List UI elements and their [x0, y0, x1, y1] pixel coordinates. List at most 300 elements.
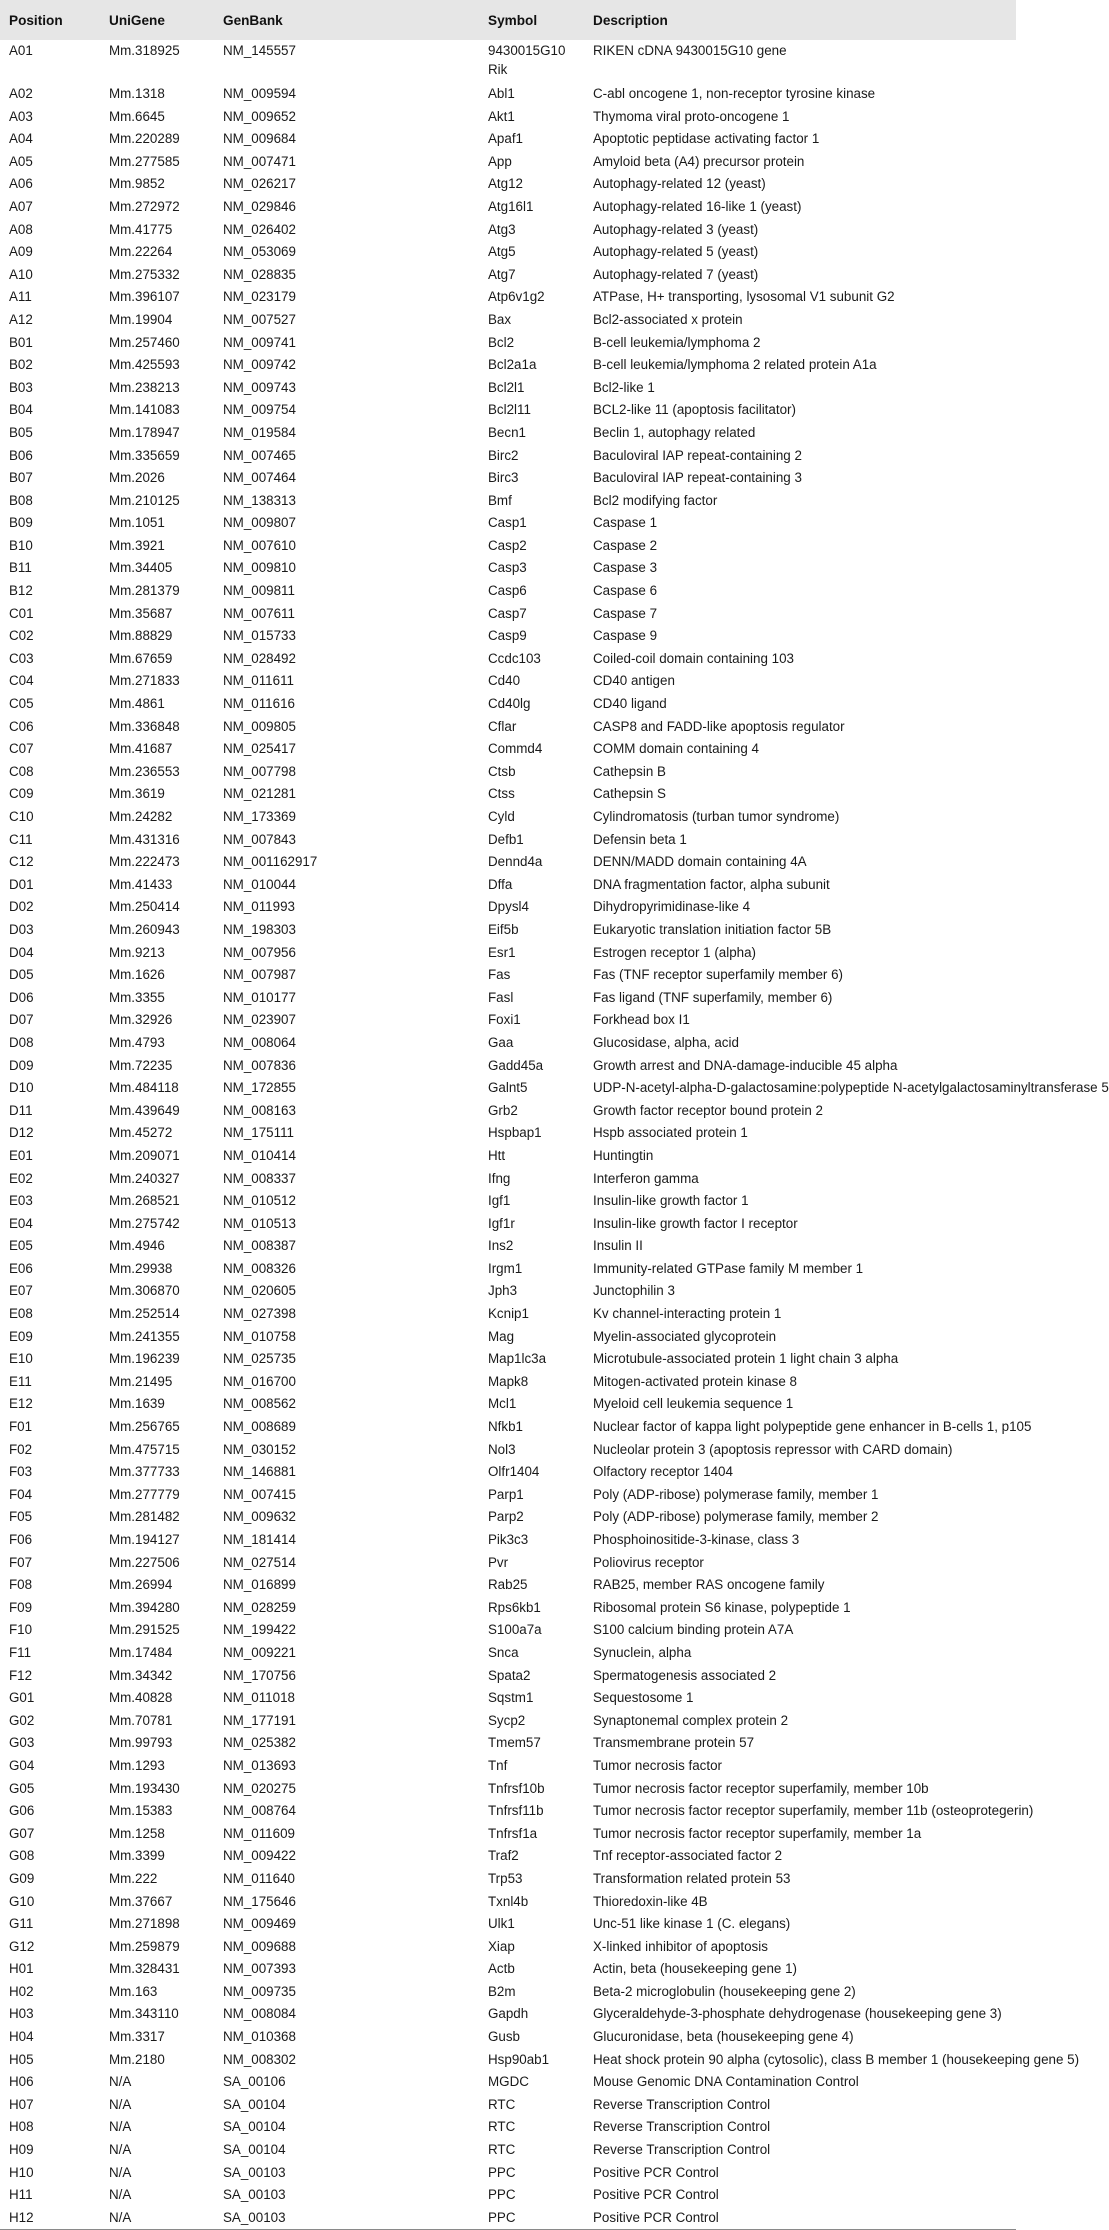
description-text: Positive PCR Control: [593, 2209, 719, 2225]
cell-genbank: [214, 1258, 479, 1281]
cell-genbank: [214, 2071, 479, 2094]
cell-description: [584, 1168, 1016, 1191]
cell-genbank: [214, 1529, 479, 1552]
cell-position: [0, 1009, 100, 1032]
description-text: Kv channel-interacting protein 1: [593, 1306, 782, 1322]
cell-genbank: [214, 1077, 479, 1100]
symbol-text: Birc2: [488, 447, 519, 463]
cell-description: [584, 173, 1016, 196]
unigene-text: Mm.194127: [109, 1532, 180, 1547]
header-unigene-label: UniGene: [109, 12, 165, 28]
cell-symbol: [479, 173, 584, 196]
genbank-text: NM_009807: [223, 515, 296, 531]
cell-position: [0, 1958, 100, 1981]
position-text: A08: [9, 221, 33, 237]
cell-position: [0, 896, 100, 919]
unigene-text: Mm.259879: [109, 1938, 180, 1954]
description-text: Myelin-associated glycoprotein: [593, 1328, 777, 1344]
cell-symbol: [479, 693, 584, 716]
symbol-text: Spata2: [488, 1667, 531, 1683]
cell-description: [584, 1326, 1016, 1349]
description-text: Thioredoxin-like 4B: [593, 1893, 708, 1909]
cell-genbank: [214, 919, 479, 942]
cell-unigene: [100, 1348, 214, 1371]
table-row: [0, 241, 1016, 264]
unigene-text: Mm.222473: [109, 854, 180, 870]
genbank-text: NM_009754: [223, 402, 296, 418]
cell-genbank: [214, 40, 479, 83]
unigene-text: Mm.238213: [109, 379, 180, 395]
unigene-text: Mm.275332: [109, 266, 180, 282]
cell-genbank: [214, 490, 479, 513]
genbank-text: NM_021281: [223, 786, 296, 802]
description-text: B-cell leukemia/lymphoma 2 related protein A1a: [593, 357, 877, 373]
symbol-text: Cd40lg: [488, 696, 531, 712]
table-row: [0, 964, 1016, 987]
header-description-label: Description: [593, 12, 668, 28]
genbank-text: NM_028835: [223, 266, 296, 282]
cell-position: [0, 693, 100, 716]
cell-unigene: [100, 1552, 214, 1575]
position-text: H09: [9, 2142, 34, 2158]
cell-description: [584, 354, 1016, 377]
position-text: H12: [9, 2209, 34, 2225]
cell-position: [0, 1439, 100, 1462]
table-row: [0, 286, 1016, 309]
unigene-text: Mm.240327: [109, 1170, 180, 1186]
genbank-text: NM_007836: [223, 1057, 296, 1073]
cell-position: [0, 964, 100, 987]
position-text: F12: [9, 1667, 33, 1683]
table-row: [0, 1891, 1016, 1914]
cell-position: [0, 467, 100, 490]
cell-position: [0, 670, 100, 693]
cell-symbol: [479, 445, 584, 468]
cell-description: [584, 1823, 1016, 1846]
table-row: [0, 942, 1016, 965]
position-text: D04: [9, 944, 34, 960]
symbol-text: Casp7: [488, 605, 527, 621]
symbol-text: S100a7a: [488, 1622, 542, 1638]
cell-symbol: [479, 1393, 584, 1416]
position-text: D01: [9, 876, 34, 892]
cell-symbol: [479, 83, 584, 106]
cell-symbol: [479, 603, 584, 626]
cell-unigene: [100, 1755, 214, 1778]
position-text: A12: [9, 311, 33, 327]
cell-genbank: [214, 829, 479, 852]
position-text: D10: [9, 1080, 34, 1096]
position-text: G02: [9, 1712, 35, 1728]
symbol-text: Mapk8: [488, 1373, 529, 1389]
symbol-text: Tnfrsf11b: [488, 1803, 544, 1819]
cell-symbol: [479, 1258, 584, 1281]
table-row: [0, 1710, 1016, 1733]
cell-unigene: [100, 942, 214, 965]
cell-unigene: [100, 2094, 214, 2117]
cell-symbol: [479, 2207, 584, 2230]
description-text: Dihydropyrimidinase-like 4: [593, 899, 751, 915]
cell-symbol: [479, 512, 584, 535]
genbank-text: NM_010758: [223, 1328, 296, 1344]
cell-description: [584, 241, 1016, 264]
table-row: [0, 896, 1016, 919]
cell-unigene: [100, 377, 214, 400]
cell-unigene: [100, 2139, 214, 2162]
table-row: [0, 1484, 1016, 1507]
genbank-text: NM_011640: [223, 1870, 295, 1886]
unigene-text: Mm.277779: [109, 1486, 180, 1502]
position-text: E02: [9, 1170, 33, 1186]
unigene-text: Mm.1258: [109, 1825, 165, 1841]
description-text: COMM domain containing 4: [593, 741, 759, 757]
cell-position: [0, 1665, 100, 1688]
cell-symbol: [479, 1168, 584, 1191]
cell-description: [584, 1800, 1034, 1823]
cell-genbank: [214, 422, 479, 445]
description-text: Growth factor receptor bound protein 2: [593, 1102, 824, 1118]
table-row: [0, 2049, 1016, 2072]
position-text: C02: [9, 628, 34, 644]
position-text: H02: [9, 1983, 34, 1999]
unigene-text: Mm.272972: [109, 198, 180, 214]
cell-position: [0, 264, 100, 287]
position-text: D06: [9, 989, 34, 1005]
position-text: F02: [9, 1441, 33, 1457]
cell-unigene: [100, 2184, 214, 2207]
cell-description: [584, 648, 1016, 671]
cell-genbank: [214, 1619, 479, 1642]
cell-symbol: [479, 422, 584, 445]
description-text: Caspase 7: [593, 605, 658, 621]
cell-genbank: [214, 1100, 479, 1123]
genbank-text: NM_007798: [223, 763, 296, 779]
symbol-text: Xiap: [488, 1938, 515, 1954]
cell-symbol: [479, 783, 584, 806]
cell-unigene: [100, 151, 214, 174]
cell-position: [0, 2162, 100, 2185]
cell-position: [0, 1326, 100, 1349]
symbol-text: Map1lc3a: [488, 1351, 547, 1367]
symbol-text: Tnfrsf1a: [488, 1825, 538, 1841]
cell-unigene: [100, 512, 214, 535]
position-text: C11: [9, 831, 33, 847]
genbank-text: NM_025735: [223, 1351, 296, 1367]
symbol-text: Parp1: [488, 1486, 524, 1502]
description-text: Autophagy-related 5 (yeast): [593, 244, 759, 260]
cell-symbol: [479, 738, 584, 761]
cell-genbank: [214, 309, 479, 332]
position-text: H03: [9, 2006, 34, 2022]
table-row: [0, 1800, 1016, 1823]
cell-genbank: [214, 1506, 479, 1529]
unigene-text: Mm.281482: [109, 1509, 180, 1525]
position-text: B05: [9, 424, 33, 440]
cell-genbank: [214, 1845, 479, 1868]
symbol-text: Hsp90ab1: [488, 2051, 550, 2067]
cell-symbol: [479, 535, 584, 558]
description-text: Baculoviral IAP repeat-containing 2: [593, 447, 802, 463]
cell-symbol: [479, 1936, 584, 1959]
genbank-text: NM_008689: [223, 1419, 296, 1435]
table-row: [0, 128, 1016, 151]
cell-description: [584, 1710, 1016, 1733]
cell-unigene: [100, 309, 214, 332]
symbol-text: Dffa: [488, 876, 513, 892]
symbol-text: Foxi1: [488, 1012, 521, 1028]
description-text: Mouse Genomic DNA Contamination Control: [593, 2074, 859, 2090]
cell-position: [0, 1710, 100, 1733]
cell-symbol: [479, 241, 584, 264]
cell-genbank: [214, 964, 479, 987]
cell-unigene: [100, 1145, 214, 1168]
description-text: Poliovirus receptor: [593, 1554, 704, 1570]
cell-position: [0, 2207, 100, 2230]
cell-symbol: [479, 1845, 584, 1868]
cell-unigene: [100, 2116, 214, 2139]
cell-position: [0, 128, 100, 151]
cell-symbol: [479, 1665, 584, 1688]
cell-genbank: [214, 2184, 479, 2207]
cell-unigene: [100, 354, 214, 377]
cell-symbol: [479, 1077, 584, 1100]
cell-position: [0, 648, 100, 671]
description-text: Autophagy-related 12 (yeast): [593, 176, 766, 192]
cell-position: [0, 2116, 100, 2139]
genbank-text: NM_030152: [223, 1441, 296, 1457]
cell-unigene: [100, 1055, 214, 1078]
cell-description: [584, 1913, 1016, 1936]
position-text: B06: [9, 447, 33, 463]
unigene-text: Mm.15383: [109, 1803, 173, 1819]
table-row: [0, 2139, 1016, 2162]
unigene-text: N/A: [109, 2074, 132, 2090]
cell-genbank: [214, 1574, 479, 1597]
cell-description: [584, 332, 1016, 355]
cell-genbank: [214, 557, 479, 580]
unigene-text: Mm.2026: [109, 470, 165, 486]
unigene-text: Mm.396107: [109, 289, 180, 305]
description-text: ATPase, H+ transporting, lysosomal V1 subunit G2: [593, 289, 895, 305]
symbol-text: Dennd4a: [488, 854, 543, 870]
cell-unigene: [100, 1891, 214, 1914]
cell-genbank: [214, 783, 479, 806]
cell-position: [0, 1145, 100, 1168]
unigene-text: Mm.2180: [109, 2051, 165, 2067]
cell-description: [584, 761, 1016, 784]
position-text: E10: [9, 1351, 33, 1367]
genbank-text: NM_007987: [223, 967, 296, 983]
cell-unigene: [100, 1506, 214, 1529]
symbol-text: PPC: [488, 2164, 516, 2180]
cell-description: [584, 1687, 1016, 1710]
genbank-text: NM_173369: [223, 809, 296, 824]
unigene-text: N/A: [109, 2142, 132, 2158]
cell-description: [584, 1145, 1016, 1168]
cell-position: [0, 1484, 100, 1507]
symbol-text: Becn1: [488, 424, 526, 440]
table-row: [0, 1529, 1016, 1552]
position-text: A09: [9, 244, 33, 260]
table-row: [0, 1868, 1016, 1891]
cell-position: [0, 1280, 100, 1303]
symbol-text: Pik3c3: [488, 1532, 529, 1547]
cell-genbank: [214, 1642, 479, 1665]
cell-symbol: [479, 399, 584, 422]
cell-unigene: [100, 1393, 214, 1416]
position-text: H04: [9, 2029, 34, 2045]
unigene-text: Mm.24282: [109, 809, 173, 824]
cell-description: [584, 1235, 1016, 1258]
cell-symbol: [479, 1981, 584, 2004]
genbank-text: NM_007527: [223, 311, 296, 327]
cell-genbank: [214, 1665, 479, 1688]
cell-unigene: [100, 422, 214, 445]
cell-unigene: [100, 806, 214, 829]
unigene-text: Mm.178947: [109, 424, 180, 440]
description-text: Reverse Transcription Control: [593, 2096, 771, 2112]
genbank-text: NM_009632: [223, 1509, 296, 1525]
symbol-text: Ctsb: [488, 763, 516, 779]
cell-position: [0, 535, 100, 558]
cell-description: [584, 851, 1016, 874]
cell-unigene: [100, 40, 214, 83]
cell-description: [584, 1439, 1016, 1462]
description-text: Insulin II: [593, 1238, 643, 1254]
genbank-text: NM_009810: [223, 560, 296, 576]
description-text: Estrogen receptor 1 (alpha): [593, 944, 757, 960]
cell-genbank: [214, 851, 479, 874]
cell-unigene: [100, 1190, 214, 1213]
cell-position: [0, 2003, 100, 2026]
cell-description: [584, 1077, 1109, 1100]
genbank-text: NM_010368: [223, 2029, 296, 2045]
genbank-text: NM_011993: [223, 899, 295, 915]
description-text: Positive PCR Control: [593, 2187, 719, 2203]
position-text: H06: [9, 2074, 34, 2090]
description-text: Positive PCR Control: [593, 2164, 719, 2180]
cell-symbol: [479, 829, 584, 852]
cell-genbank: [214, 1823, 479, 1846]
cell-position: [0, 806, 100, 829]
cell-genbank: [214, 1213, 479, 1236]
table-row: [0, 1032, 1016, 1055]
unigene-text: Mm.26994: [109, 1577, 173, 1593]
table-row: [0, 83, 1016, 106]
position-text: F10: [9, 1622, 33, 1638]
cell-genbank: [214, 1122, 479, 1145]
cell-symbol: [479, 1213, 584, 1236]
cell-symbol: [479, 1710, 584, 1733]
symbol-text: Apaf1: [488, 131, 523, 147]
cell-genbank: [214, 1145, 479, 1168]
description-text: Tumor necrosis factor: [593, 1757, 722, 1773]
cell-unigene: [100, 106, 214, 129]
cell-symbol: [479, 1280, 584, 1303]
cell-description: [584, 535, 1016, 558]
cell-genbank: [214, 1778, 479, 1801]
symbol-text: Abl1: [488, 86, 515, 101]
cell-position: [0, 354, 100, 377]
cell-description: [584, 106, 1016, 129]
genbank-text: NM_007610: [223, 537, 296, 553]
cell-description: [584, 1936, 1016, 1959]
cell-description: [584, 1958, 1016, 1981]
cell-position: [0, 1755, 100, 1778]
position-text: D03: [9, 921, 34, 937]
cell-unigene: [100, 286, 214, 309]
symbol-text: Eif5b: [488, 921, 519, 937]
cell-symbol: [479, 919, 584, 942]
cell-genbank: [214, 1461, 479, 1484]
cell-position: [0, 1461, 100, 1484]
table-row: [0, 219, 1016, 242]
cell-description: [584, 738, 1016, 761]
symbol-text: Sqstm1: [488, 1690, 534, 1706]
cell-genbank: [214, 445, 479, 468]
cell-genbank: [214, 2139, 479, 2162]
cell-genbank: [214, 1800, 479, 1823]
description-text: Huntingtin: [593, 1147, 654, 1163]
unigene-text: Mm.394280: [109, 1599, 180, 1615]
cell-position: [0, 151, 100, 174]
position-text: E07: [9, 1283, 33, 1299]
description-text: Autophagy-related 16-like 1 (yeast): [593, 198, 802, 214]
position-text: A03: [9, 108, 33, 124]
genbank-text: NM_145557: [223, 43, 296, 58]
table-row: [0, 40, 1016, 83]
position-text: F09: [9, 1599, 33, 1615]
genbank-text: NM_009735: [223, 1983, 296, 1999]
cell-genbank: [214, 1710, 479, 1733]
genbank-text: NM_172855: [223, 1080, 296, 1096]
position-text: G05: [9, 1780, 35, 1796]
position-text: A04: [9, 131, 33, 147]
cell-description: [584, 1100, 1016, 1123]
position-text: F01: [9, 1419, 33, 1435]
unigene-text: Mm.277585: [109, 153, 180, 169]
table-row: [0, 1913, 1016, 1936]
cell-description: [584, 286, 1016, 309]
cell-unigene: [100, 964, 214, 987]
cell-symbol: [479, 106, 584, 129]
genbank-text: NM_007393: [223, 1961, 296, 1977]
cell-genbank: [214, 2026, 479, 2049]
position-text: G03: [9, 1735, 35, 1751]
cell-symbol: [479, 2049, 584, 2072]
cell-description: [584, 490, 1016, 513]
cell-genbank: [214, 399, 479, 422]
table-row: [0, 1958, 1016, 1981]
unigene-text: Mm.35687: [109, 605, 173, 621]
cell-unigene: [100, 1845, 214, 1868]
cell-unigene: [100, 670, 214, 693]
description-text: Baculoviral IAP repeat-containing 3: [593, 470, 802, 486]
genbank-text: NM_007611: [223, 605, 295, 621]
symbol-text: Atg16l1: [488, 198, 534, 214]
genbank-text: NM_009688: [223, 1938, 296, 1954]
position-text: D09: [9, 1057, 34, 1073]
genbank-text: NM_009684: [223, 131, 296, 147]
position-text: G06: [9, 1803, 35, 1819]
symbol-text: Rps6kb1: [488, 1599, 541, 1615]
position-text: C06: [9, 718, 34, 734]
cell-position: [0, 1348, 100, 1371]
table-row: [0, 1393, 1016, 1416]
description-text: Caspase 6: [593, 583, 658, 599]
position-text: C05: [9, 696, 34, 712]
cell-position: [0, 829, 100, 852]
